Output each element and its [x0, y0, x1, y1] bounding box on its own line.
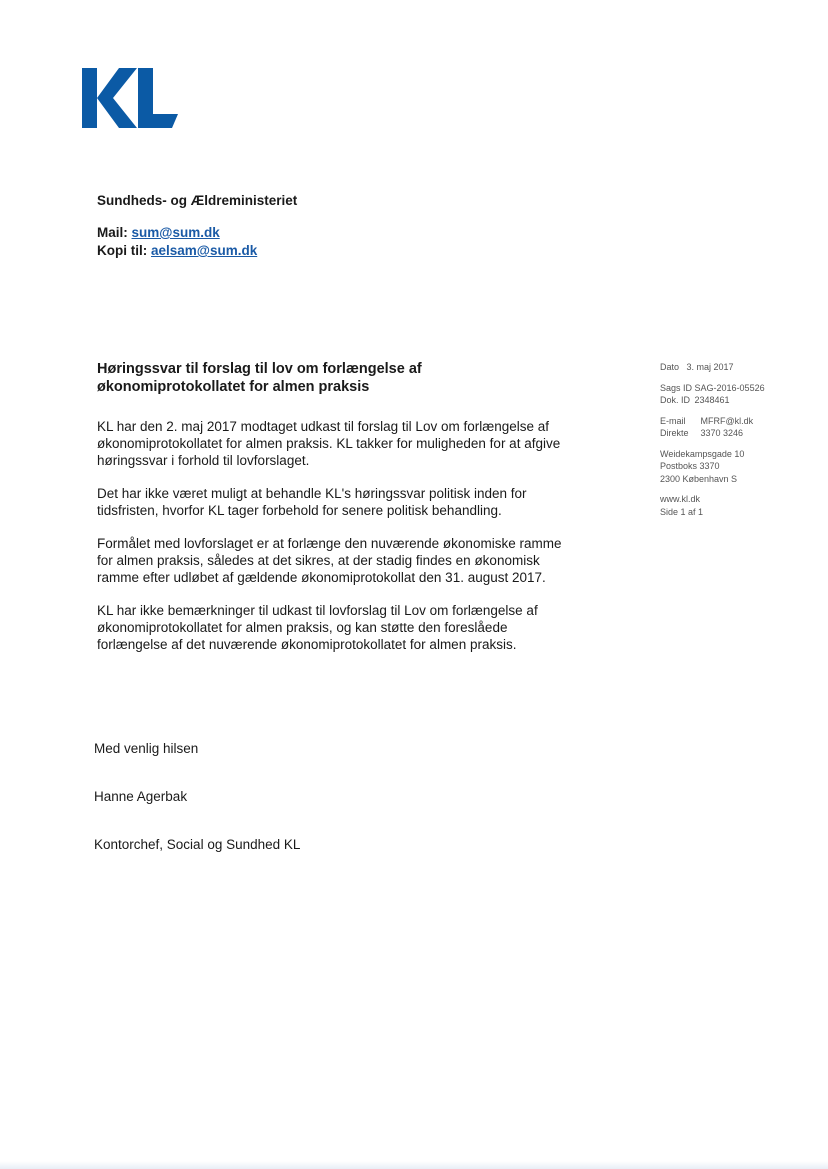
page-number: Side 1 af 1 [660, 506, 704, 517]
subject-line-2: økonomiprotokollatet for almen praksis [97, 379, 370, 395]
case-id-row [660, 382, 765, 395]
email-value[interactable]: MFRF@kl.dk [700, 415, 754, 426]
closing-greeting: Med venlig hilsen [94, 741, 199, 756]
doc-id-value: 2348461 [694, 395, 730, 405]
email-row [660, 415, 765, 428]
case-id-label: Sags ID [660, 382, 693, 393]
body-paragraph-3: Formålet med lovforslaget er at forlænge den nuværende økonomiske ramme for almen praksis, således at det sikres, at der stadig findes en økonomisk ramme efter udløbet af gældende økonomiprotokollat den 31. august 2017. [97, 536, 562, 585]
address-line-1: Weidekampsgade 10 [660, 448, 745, 459]
address-line-3: 2300 København S [660, 473, 738, 484]
mail-label: Mail: [97, 225, 128, 240]
doc-id-label: Dok. ID [660, 395, 691, 405]
doc-id-row [660, 394, 765, 407]
direct-phone-row [660, 427, 765, 440]
kl-logo [82, 68, 178, 130]
date-value: 3. maj 2017 [686, 362, 734, 372]
website[interactable]: www.kl.dk [660, 494, 701, 504]
copy-line [97, 242, 297, 260]
address-line-2: Postboks 3370 [660, 461, 720, 471]
date-label: Dato [660, 362, 680, 372]
direct-phone-value: 3370 3246 [700, 428, 744, 438]
letter-closing [94, 740, 300, 884]
recipient-name: Sundheds- og Ældreministeriet [97, 193, 298, 208]
mail-link[interactable]: sum@sum.dk [131, 225, 220, 240]
letter-body [97, 418, 567, 669]
direct-phone-label: Direkte [660, 428, 689, 438]
recipient-block [97, 192, 297, 260]
signer-name: Hanne Agerbak [94, 789, 188, 804]
mail-line [97, 224, 297, 242]
copy-link[interactable]: aelsam@sum.dk [151, 243, 258, 258]
copy-label: Kopi til: [97, 243, 148, 258]
kl-logo-mark [82, 68, 178, 130]
body-paragraph-4: KL har ikke bemærkninger til udkast til lovforslag til Lov om forlængelse af økonomiprotokollatet for almen praksis, og kan støtte den foreslåede forlængelse af det nuværende økonomiprotokollatet for almen praksis. [97, 603, 538, 652]
scan-edge [0, 1161, 828, 1169]
email-label: E-mail [660, 415, 686, 426]
letter-metadata [660, 361, 765, 526]
body-paragraph-1: KL har den 2. maj 2017 modtaget udkast til forslag til Lov om forlængelse af økonomiprotokollatet for almen praksis. KL takker for muligheden for at afgive høringssvar i forhold til lovforslaget. [97, 419, 561, 468]
signer-title: Kontorchef, Social og Sundhed KL [94, 837, 301, 852]
body-paragraph-2: Det har ikke været muligt at behandle KL's høringssvar politisk inden for tidsfristen, hvorfor KL tager forbehold for senere politisk behandling. [97, 486, 527, 518]
letter-subject [97, 360, 537, 396]
case-id-value: SAG-2016-05526 [694, 382, 765, 393]
subject-line-1: Høringssvar til forslag til lov om forlængelse af [97, 361, 422, 377]
date-row [660, 361, 765, 374]
